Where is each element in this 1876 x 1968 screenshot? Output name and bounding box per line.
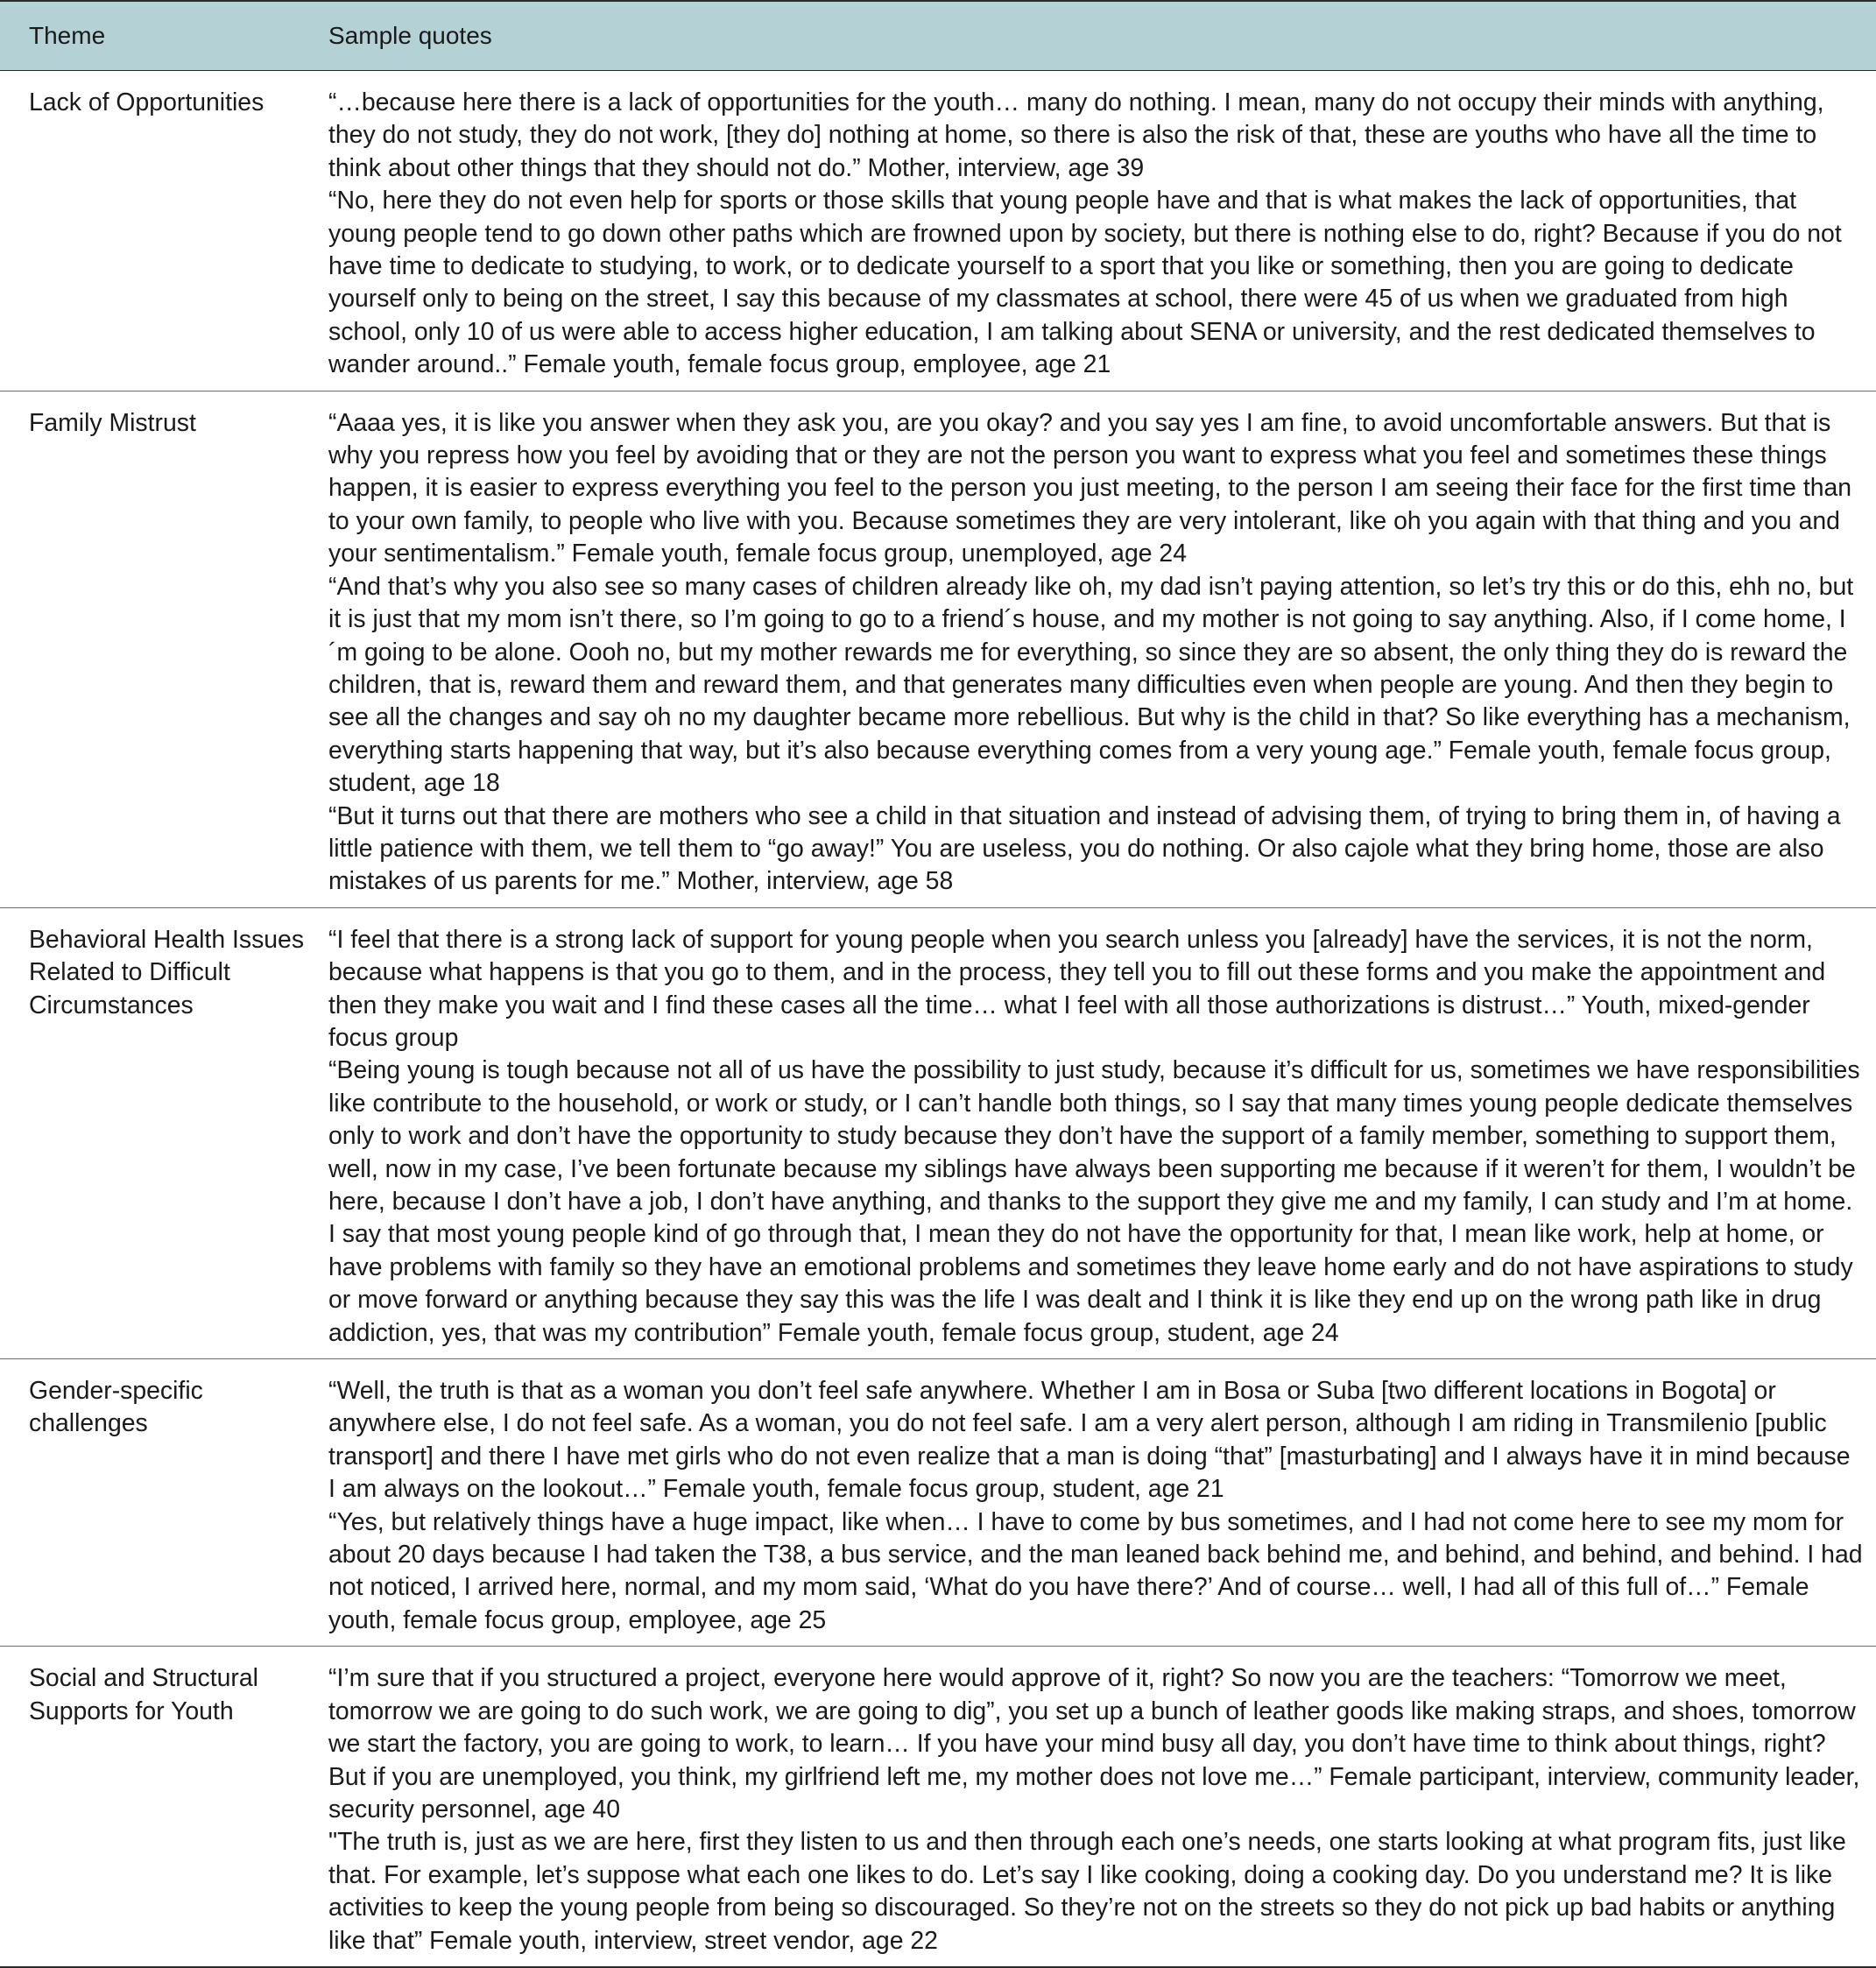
quote: “Well, the truth is that as a woman you don’t feel safe anywhere. Whether I am in Bosa or Suba [two different locations in Bogota] or anywhere else, I do not feel safe. As a woman, you do not feel safe. I am a very alert person, although I am riding in Transmilenio [public transport] and there I have met girls who do not even realize that a man is doing “that” [masturbating] and I always have it in mind because I am always on the lookout…” Female youth, female focus group, student, age 21 bbox=[328, 1377, 1851, 1504]
quote: “I feel that there is a strong lack of support for young people when you search unless you [already] have the services, it is not the norm, because what happens is that you go to them, and in the process, they tell you to fill out these forms and you make the appointment and then they make you wait and I find these cases all the time… what I feel with all those authorizations is distrust…” Youth, mixed-gender focus group bbox=[328, 925, 1826, 1052]
quote: “…because here there is a lack of opportunities for the youth… many do nothing. I mean, many do not occupy their minds with anything, they do not study, they do not work, [they do] nothing at home, so there is also the risk of that, these are youths who have all the time to think about other things that they should not do.” Mother, interview, age 39 bbox=[328, 88, 1824, 182]
quote: “Aaaa yes, it is like you answer when they ask you, are you okay? and you say yes I am fine, to avoid uncomfortable answers. But that is why you repress how you feel by avoiding that or they are not the person you want to express what you feel and sometimes these things happen, it is easier to express everything you feel to the person you just meeting, to the person I am seeing their face for the first time than to your own family, to people who live with you. Because sometimes they are very intolerant, like oh you again with that thing and you and your sentimentalism.” Female youth, female focus group, unemployed, age 24 bbox=[328, 408, 1852, 568]
quote: “I’m sure that if you structured a project, everyone here would approve of it, right? So now you are the teachers: “Tomorrow we meet, tomorrow we are going to do such work, we are going to dig”, you set up a bunch of leather goods like making straps, and shoes, tomorrow we start the factory, you are going to work, to learn… If you have your mind busy all day, you don’t have time to think about things, right? But if you are unemployed, you think, my girlfriend left me, my mother does not love me…” Female participant, interview, community leader, security personnel, age 40 bbox=[328, 1664, 1860, 1823]
header-theme: Theme bbox=[0, 1, 328, 71]
table-row bbox=[0, 1647, 1876, 1967]
quotes-cell bbox=[328, 71, 1876, 391]
theme-cell: Social and Structural Supports for Youth bbox=[0, 1647, 328, 1967]
header-sample-quotes: Sample quotes bbox=[328, 1, 1876, 71]
theme-cell: Family Mistrust bbox=[0, 391, 328, 907]
quote: “No, here they do not even help for sports or those skills that young people have and that is what makes the lack of opportunities, that young people tend to go down other paths which are frowned upon by society, but there is nothing else to do, right? Because if you do not have time to dedicate to studying, to work, or to dedicate yourself to a sport that you like or something, then you are going to dedicate yourself only to being on the street, I say this because of my classmates at school, there were 45 of us when we graduated from high school, only 10 of us were able to access higher education, I am talking about SENA or university, and the rest dedicated themselves to wander around..” Female youth, female focus group, employee, age 21 bbox=[328, 187, 1842, 379]
quote: “And that’s why you also see so many cases of children already like oh, my dad isn’t paying attention, so let’s try this or do this, ehh no, but it is just that my mom isn’t there, so I’m going to go to a friend´s house, and my mother is not going to say anything. Also, if I come home, I´m going to be alone. Oooh no, but my mother rewards me for everything, so since they are so absent, the only thing they do is reward the children, that is, reward them and reward them, and that generates many difficulties even when people are young. And then they begin to see all the changes and say oh no my daughter became more rebellious. But why is the child in that? So like everything has a mechanism, everything starts happening that way, but it’s also because everything comes from a very young age.” Female youth, female focus group, student, age 18 bbox=[328, 572, 1854, 798]
quote: “Yes, but relatively things have a huge impact, like when… I have to come by bus sometimes, and I had not come here to see my mom for about 20 days because I had taken the T38, a bus service, and the man leaned back behind me, and behind, and behind, and behind. I had not noticed, I arrived here, normal, and my mom said, ‘What do you have there?’ And of course… well, I had all of this full of…” Female youth, female focus group, employee, age 25 bbox=[328, 1507, 1863, 1634]
table-row bbox=[0, 391, 1876, 907]
theme-cell: Lack of Opportunities bbox=[0, 71, 328, 391]
theme-cell: Behavioral Health Issues Related to Difficult Circumstances bbox=[0, 907, 328, 1358]
header-row bbox=[0, 1, 1876, 71]
quote: "The truth is, just as we are here, first they listen to us and then through each one’s needs, one starts looking at what program fits, just like that. For example, let’s suppose what each one likes to do. Let’s say I like cooking, doing a cooking day. Do you understand me? It is like activities to keep the young people from being so discouraged. So they’re not on the streets so they do not pick up bad habits or anything like that” Female youth, interview, street vendor, age 22 bbox=[328, 1828, 1846, 1955]
quotes-cell bbox=[328, 1359, 1876, 1647]
table-row bbox=[0, 907, 1876, 1358]
quote: “Being young is tough because not all of us have the possibility to just study, because it’s difficult for us, sometimes we have responsibilities like contribute to the household, or work or study, or I can’t handle both things, so I say that many times young people dedicate themselves only to work and don’t have the opportunity to study because they don’t have the support of a family member, something to support them, well, now in my case, I’ve been fortunate because my siblings have always been supporting me because if it weren’t for them, I wouldn’t be here, because I don’t have a job, I don’t have anything, and thanks to the support they give me and my family, I can study and I’m at home. I say that most young people kind of go through that, I mean they do not have the opportunity for that, I mean like work, help at home, or have problems with family so they have an emotional problems and sometimes they leave home early and do not have aspirations to study or move forward or anything because they say this was the life I was dealt and I think it is like they end up on the wrong path like in drug addiction, yes, that was my contribution” Female youth, female focus group, student, age 24 bbox=[328, 1056, 1860, 1347]
quotes-cell bbox=[328, 391, 1876, 907]
quote: “But it turns out that there are mothers who see a child in that situation and instead of advising them, of trying to bring them in, of having a little patience with them, we tell them to “go away!” You are useless, you do nothing. Or also cajole what they bring home, those are also mistakes of us parents for me.” Mother, interview, age 58 bbox=[328, 801, 1841, 896]
table-row bbox=[0, 1359, 1876, 1647]
table-row bbox=[0, 71, 1876, 391]
quotes-cell bbox=[328, 907, 1876, 1358]
theme-cell: Gender-specific challenges bbox=[0, 1359, 328, 1647]
quotes-cell bbox=[328, 1647, 1876, 1967]
